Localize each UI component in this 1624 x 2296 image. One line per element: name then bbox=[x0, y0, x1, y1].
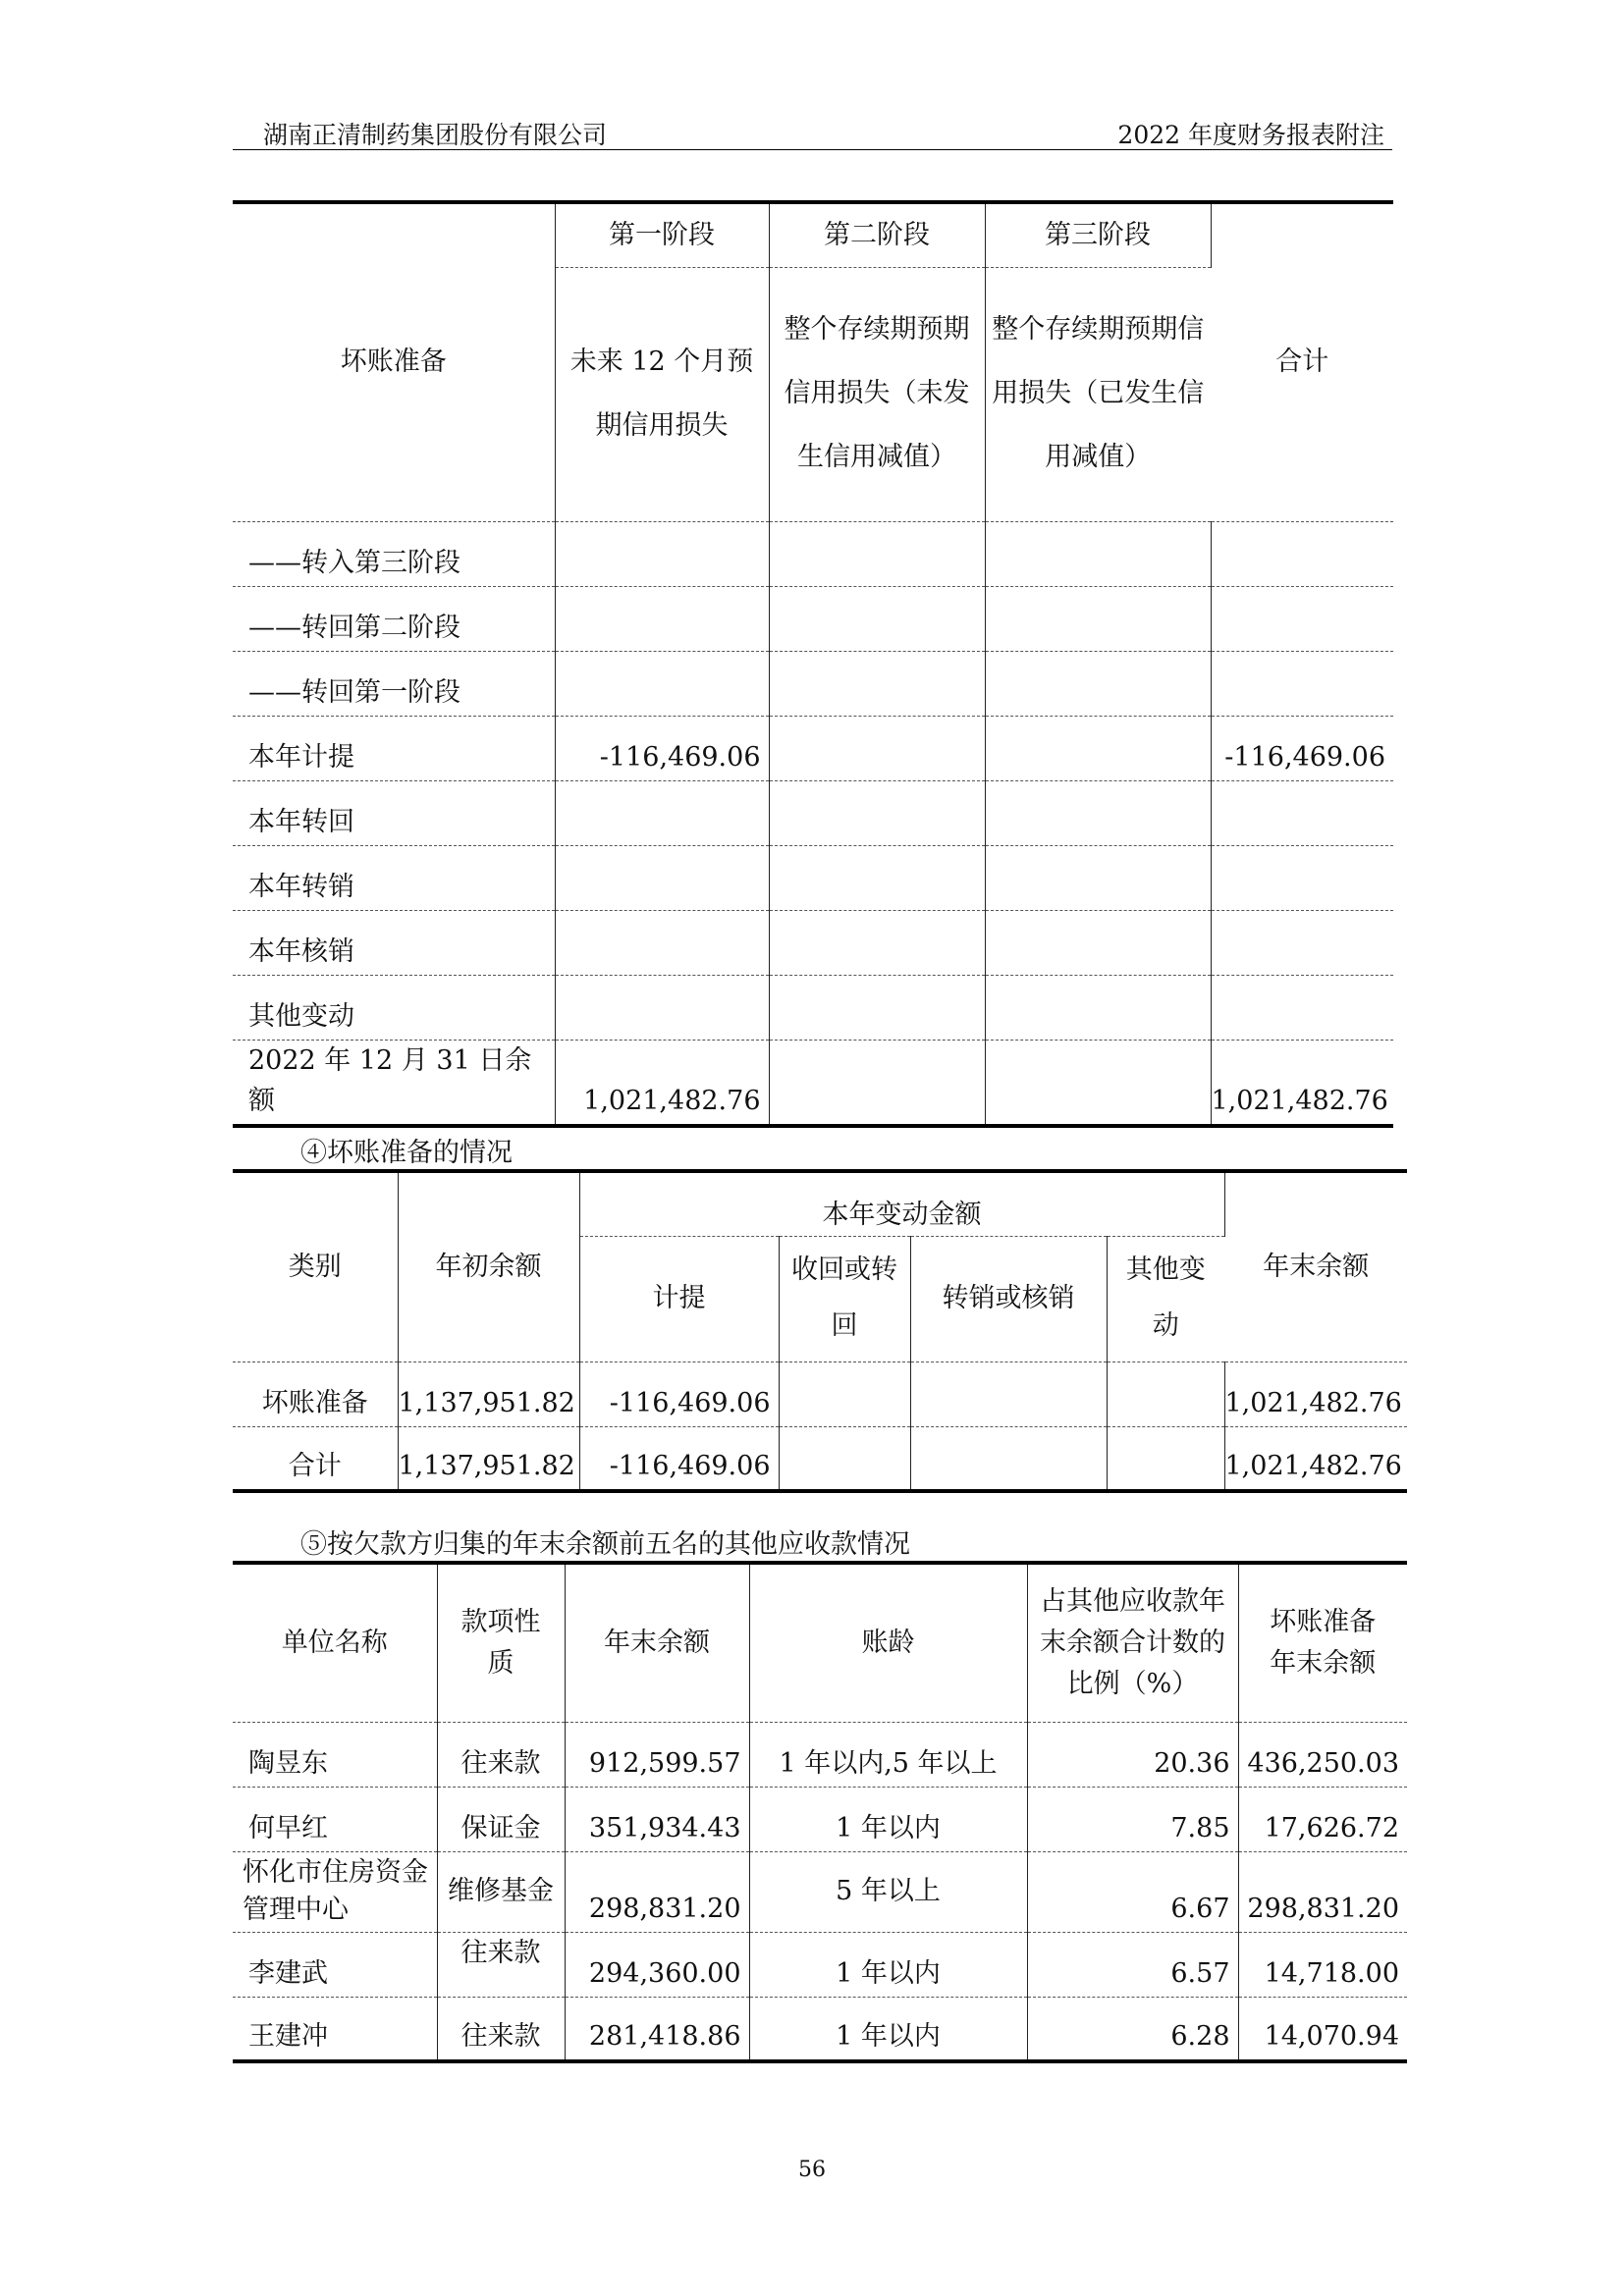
other-cell bbox=[1107, 1362, 1224, 1426]
table-row bbox=[233, 845, 1393, 910]
stage1-value bbox=[555, 910, 769, 975]
col-header-provision: 坏账准备年末余额 bbox=[1238, 1563, 1407, 1722]
total-value bbox=[1211, 845, 1393, 910]
total-value bbox=[1211, 780, 1393, 845]
col-header-stage1-desc: 未来 12 个月预期信用损失 bbox=[555, 267, 769, 521]
writeoff-cell bbox=[910, 1362, 1107, 1426]
row-label: 本年转回 bbox=[233, 780, 555, 845]
end-balance-cell: 1,021,482.76 bbox=[1224, 1362, 1407, 1426]
col-header-recover: 收回或转回 bbox=[779, 1236, 910, 1362]
total-value bbox=[1211, 975, 1393, 1040]
provision-cell: 17,626.72 bbox=[1238, 1787, 1407, 1851]
table-row bbox=[233, 1722, 1407, 1787]
stage2-value bbox=[769, 975, 985, 1040]
ratio-cell: 6.57 bbox=[1027, 1932, 1238, 1997]
top-five-receivables-table bbox=[233, 1561, 1407, 2063]
stage2-value bbox=[769, 586, 985, 651]
stage2-value bbox=[769, 845, 985, 910]
header-divider bbox=[233, 149, 1392, 150]
section4-title: ④坏账准备的情况 bbox=[300, 1138, 513, 1168]
bad-debt-change-table bbox=[233, 1169, 1407, 1493]
stage1-value: -116,469.06 bbox=[555, 716, 769, 780]
nature-cell: 往来款 bbox=[437, 1722, 565, 1787]
stage2-value bbox=[769, 521, 985, 586]
stage3-value bbox=[985, 1040, 1211, 1126]
row-label: ——转入第三阶段 bbox=[233, 521, 555, 586]
nature-cell: 维修基金 bbox=[437, 1851, 565, 1932]
col-header-stage1: 第一阶段 bbox=[555, 202, 769, 267]
stage1-value: 1,021,482.76 bbox=[555, 1040, 769, 1126]
total-value bbox=[1211, 586, 1393, 651]
row-label: ——转回第一阶段 bbox=[233, 651, 555, 716]
provision-cell: -116,469.06 bbox=[579, 1426, 779, 1491]
col-header-total: 合计 bbox=[1211, 202, 1393, 521]
name-cell: 何早红 bbox=[233, 1787, 437, 1851]
col-header-stage3: 第三阶段 bbox=[985, 202, 1211, 267]
name-cell: 王建冲 bbox=[233, 1997, 437, 2061]
row-label: 本年计提 bbox=[233, 716, 555, 780]
provision-cell: 14,070.94 bbox=[1264, 2021, 1399, 2053]
col-header-nature: 款项性质 bbox=[437, 1563, 565, 1722]
name-cell: 怀化市住房资金管理中心 bbox=[233, 1851, 437, 1932]
stage1-value bbox=[555, 651, 769, 716]
stage3-value bbox=[985, 780, 1211, 845]
section5-title: ⑤按欠款方归集的年末余额前五名的其他应收款情况 bbox=[300, 1529, 910, 1560]
table-row bbox=[233, 651, 1393, 716]
type-cell: 合计 bbox=[233, 1426, 398, 1491]
name-cell: 李建武 bbox=[233, 1932, 437, 1997]
table-row bbox=[233, 910, 1393, 975]
stage2-value bbox=[769, 780, 985, 845]
type-cell: 坏账准备 bbox=[233, 1362, 398, 1426]
header-company: 湖南正清制药集团股份有限公司 bbox=[263, 121, 608, 149]
col-header-stage2: 第二阶段 bbox=[769, 202, 985, 267]
row-label: 其他变动 bbox=[233, 975, 555, 1040]
table-row bbox=[233, 1932, 1407, 1997]
col-header-other: 其他变动 bbox=[1107, 1236, 1224, 1362]
col-header-annual-change: 本年变动金额 bbox=[579, 1171, 1224, 1236]
col-header-age: 账龄 bbox=[749, 1563, 1027, 1722]
total-value bbox=[1211, 910, 1393, 975]
page-number: 56 bbox=[798, 2158, 826, 2182]
recover-cell bbox=[779, 1362, 910, 1426]
header-report-title: 2022 年度财务报表附注 bbox=[1117, 121, 1384, 149]
balance-cell: 298,831.20 bbox=[565, 1851, 749, 1932]
balance-cell: 351,934.43 bbox=[565, 1787, 749, 1851]
row-label: ——转回第二阶段 bbox=[233, 586, 555, 651]
stage1-value bbox=[555, 845, 769, 910]
nature-cell: 往来款 bbox=[437, 1932, 565, 1997]
col-header-label: 坏账准备 bbox=[233, 202, 555, 521]
provision-cell: 298,831.20 bbox=[1238, 1851, 1407, 1932]
col-header-stage3-desc: 整个存续期预期信用损失（已发生信用减值） bbox=[985, 267, 1211, 521]
table-row bbox=[233, 1426, 1407, 1491]
total-value: -116,469.06 bbox=[1211, 716, 1393, 780]
stage3-value bbox=[985, 975, 1211, 1040]
stage1-value bbox=[555, 780, 769, 845]
stage2-value bbox=[769, 910, 985, 975]
table-row bbox=[233, 586, 1393, 651]
col-header-name: 单位名称 bbox=[233, 1563, 437, 1722]
col-header-type: 类别 bbox=[233, 1171, 398, 1362]
stage2-value bbox=[769, 716, 985, 780]
stage-provision-table bbox=[233, 200, 1393, 1128]
provision-cell: 436,250.03 bbox=[1238, 1722, 1407, 1787]
total-value bbox=[1211, 651, 1393, 716]
begin-balance-cell: 1,137,951.82 bbox=[398, 1426, 579, 1491]
ratio-cell: 7.85 bbox=[1027, 1787, 1238, 1851]
begin-balance-cell: 1,137,951.82 bbox=[398, 1362, 579, 1426]
end-balance-cell: 1,021,482.76 bbox=[1224, 1451, 1402, 1482]
col-header-writeoff: 转销或核销 bbox=[910, 1236, 1107, 1362]
age-cell: 1 年以内,5 年以上 bbox=[749, 1722, 1027, 1787]
age-cell: 5 年以上 bbox=[749, 1851, 1027, 1932]
age-cell: 1 年以内 bbox=[749, 1997, 1027, 2061]
nature-cell: 保证金 bbox=[437, 1787, 565, 1851]
stage3-value bbox=[985, 716, 1211, 780]
stage3-value bbox=[985, 910, 1211, 975]
table-row bbox=[233, 1997, 1407, 2061]
ratio-cell: 20.36 bbox=[1027, 1722, 1238, 1787]
stage1-value bbox=[555, 975, 769, 1040]
stage3-value bbox=[985, 521, 1211, 586]
total-value: 1,021,482.76 bbox=[1211, 1086, 1388, 1117]
table-row bbox=[233, 1851, 1407, 1932]
stage2-value bbox=[769, 651, 985, 716]
table-row bbox=[233, 521, 1393, 586]
col-header-ratio: 占其他应收款年末余额合计数的比例（%） bbox=[1027, 1563, 1238, 1722]
provision-cell: -116,469.06 bbox=[579, 1362, 779, 1426]
name-cell: 陶昱东 bbox=[233, 1722, 437, 1787]
ratio-cell: 6.67 bbox=[1027, 1851, 1238, 1932]
table-row bbox=[233, 1787, 1407, 1851]
col-header-stage2-desc: 整个存续期预期信用损失（未发生信用减值） bbox=[769, 267, 985, 521]
nature-cell: 往来款 bbox=[437, 1997, 565, 2061]
row-label: 本年转销 bbox=[233, 845, 555, 910]
provision-cell: 14,718.00 bbox=[1238, 1932, 1407, 1997]
table-row bbox=[233, 780, 1393, 845]
col-header-balance: 年末余额 bbox=[565, 1563, 749, 1722]
table-row bbox=[233, 1040, 1393, 1126]
balance-cell: 294,360.00 bbox=[565, 1932, 749, 1997]
col-header-provision: 计提 bbox=[579, 1236, 779, 1362]
stage2-value bbox=[769, 1040, 985, 1126]
total-value bbox=[1211, 521, 1393, 586]
table-row bbox=[233, 716, 1393, 780]
balance-cell: 912,599.57 bbox=[565, 1722, 749, 1787]
stage1-value bbox=[555, 521, 769, 586]
writeoff-cell bbox=[910, 1426, 1107, 1491]
ratio-cell: 6.28 bbox=[1027, 1997, 1238, 2061]
balance-cell: 281,418.86 bbox=[565, 1997, 749, 2061]
row-label: 本年核销 bbox=[233, 910, 555, 975]
other-cell bbox=[1107, 1426, 1224, 1491]
stage3-value bbox=[985, 845, 1211, 910]
table-row bbox=[233, 975, 1393, 1040]
recover-cell bbox=[779, 1426, 910, 1491]
stage3-value bbox=[985, 651, 1211, 716]
col-header-end-balance: 年末余额 bbox=[1224, 1171, 1407, 1362]
stage1-value bbox=[555, 586, 769, 651]
row-label: 2022 年 12 月 31 日余额 bbox=[233, 1040, 555, 1126]
age-cell: 1 年以内 bbox=[749, 1932, 1027, 1997]
stage3-value bbox=[985, 586, 1211, 651]
col-header-begin-balance: 年初余额 bbox=[398, 1171, 579, 1362]
age-cell: 1 年以内 bbox=[749, 1787, 1027, 1851]
table-row bbox=[233, 1362, 1407, 1426]
